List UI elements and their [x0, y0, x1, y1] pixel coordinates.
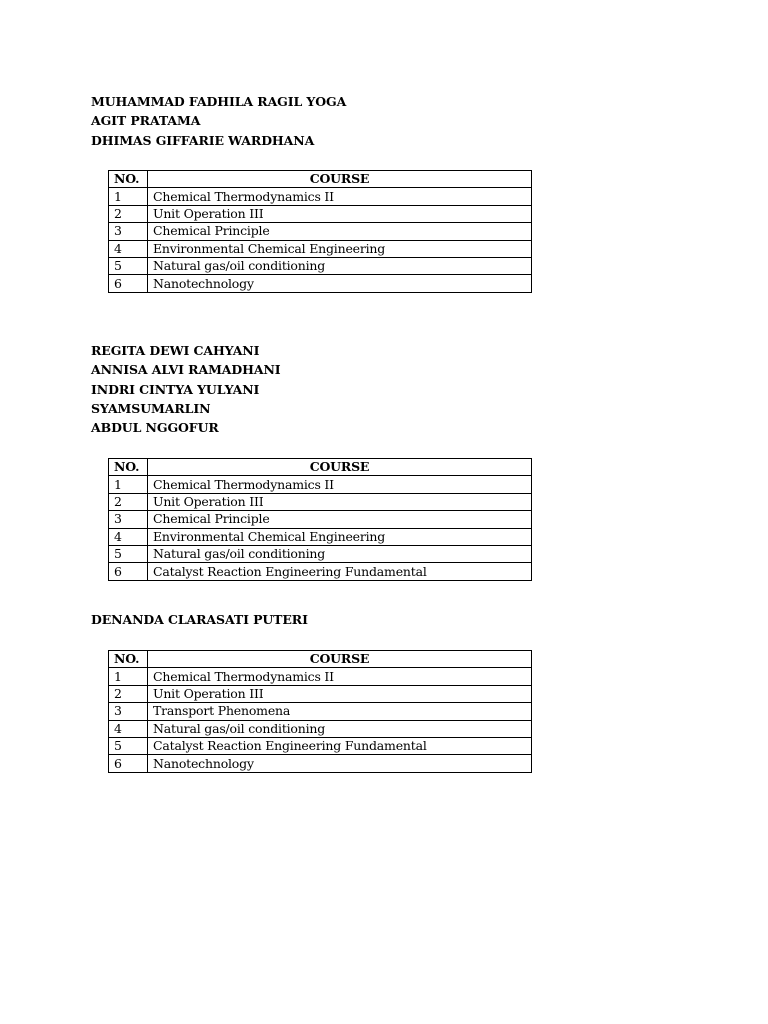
row-number: 5: [109, 737, 148, 754]
student-name: DENANDA CLARASATI PUTERI: [91, 612, 308, 627]
table-row: [109, 737, 532, 754]
row-number: 1: [109, 188, 148, 205]
student-names: [91, 610, 308, 629]
student-name: DHIMAS GIFFARIE WARDHANA: [91, 132, 315, 148]
course-name: Nanotechnology: [148, 275, 532, 292]
course-table: [108, 458, 532, 581]
column-header-course: COURSE: [148, 651, 532, 668]
course-name: Catalyst Reaction Engineering Fundamental: [148, 563, 532, 580]
course-name: Chemical Thermodynamics II: [148, 188, 532, 205]
course-name: Unit Operation III: [148, 205, 532, 222]
row-number: 2: [109, 205, 148, 222]
course-table: [108, 650, 532, 773]
row-number: 5: [109, 257, 148, 274]
table-row: [109, 257, 532, 274]
row-number: 6: [109, 563, 148, 580]
table-row: [109, 563, 532, 580]
row-number: 3: [109, 223, 148, 240]
course-name: Unit Operation III: [148, 685, 532, 702]
course-name: Environmental Chemical Engineering: [148, 240, 532, 257]
table-header-row: [109, 459, 532, 476]
table-row: [109, 223, 532, 240]
column-header-course: COURSE: [148, 171, 532, 188]
row-number: 6: [109, 275, 148, 292]
student-name: ANNISA ALVI RAMADHANI: [91, 362, 281, 378]
student-name: ABDUL NGGOFUR: [91, 420, 219, 436]
row-number: 3: [109, 511, 148, 528]
course-name: Natural gas/oil conditioning: [148, 257, 532, 274]
course-name: Transport Phenomena: [148, 703, 532, 720]
student-name: SYAMSUMARLIN: [91, 400, 211, 416]
table-row: [109, 755, 532, 772]
table-row: [109, 275, 532, 292]
table-row: [109, 205, 532, 222]
table-row: [109, 545, 532, 562]
table-row: [109, 511, 532, 528]
row-number: 2: [109, 493, 148, 510]
table-row: [109, 685, 532, 702]
course-name: Unit Operation III: [148, 493, 532, 510]
course-name: Environmental Chemical Engineering: [148, 528, 532, 545]
student-name: AGIT PRATAMA: [91, 113, 201, 129]
row-number: 2: [109, 685, 148, 702]
course-name: Catalyst Reaction Engineering Fundamental: [148, 737, 532, 754]
table-row: [109, 703, 532, 720]
table-row: [109, 668, 532, 685]
student-names: [91, 92, 346, 150]
row-number: 6: [109, 755, 148, 772]
table-row: [109, 476, 532, 493]
row-number: 1: [109, 476, 148, 493]
student-name: INDRI CINTYA YULYANI: [91, 381, 260, 397]
course-name: Natural gas/oil conditioning: [148, 545, 532, 562]
course-name: Nanotechnology: [148, 755, 532, 772]
course-name: Chemical Principle: [148, 223, 532, 240]
table-row: [109, 188, 532, 205]
row-number: 4: [109, 240, 148, 257]
row-number: 5: [109, 545, 148, 562]
course-table: [108, 170, 532, 293]
table-row: [109, 528, 532, 545]
row-number: 3: [109, 703, 148, 720]
table-row: [109, 720, 532, 737]
column-header-course: COURSE: [148, 459, 532, 476]
table-header-row: [109, 651, 532, 668]
course-name: Chemical Principle: [148, 511, 532, 528]
column-header-no: NO.: [109, 651, 148, 668]
column-header-no: NO.: [109, 171, 148, 188]
student-name: REGITA DEWI CAHYANI: [91, 343, 260, 358]
table-row: [109, 240, 532, 257]
column-header-no: NO.: [109, 459, 148, 476]
course-name: Chemical Thermodynamics II: [148, 668, 532, 685]
table-row: [109, 493, 532, 510]
row-number: 4: [109, 528, 148, 545]
course-name: Natural gas/oil conditioning: [148, 720, 532, 737]
table-header-row: [109, 171, 532, 188]
row-number: 1: [109, 668, 148, 685]
student-name: MUHAMMAD FADHILA RAGIL YOGA: [91, 94, 347, 109]
course-name: Chemical Thermodynamics II: [148, 476, 532, 493]
row-number: 4: [109, 720, 148, 737]
student-names: [91, 341, 281, 437]
